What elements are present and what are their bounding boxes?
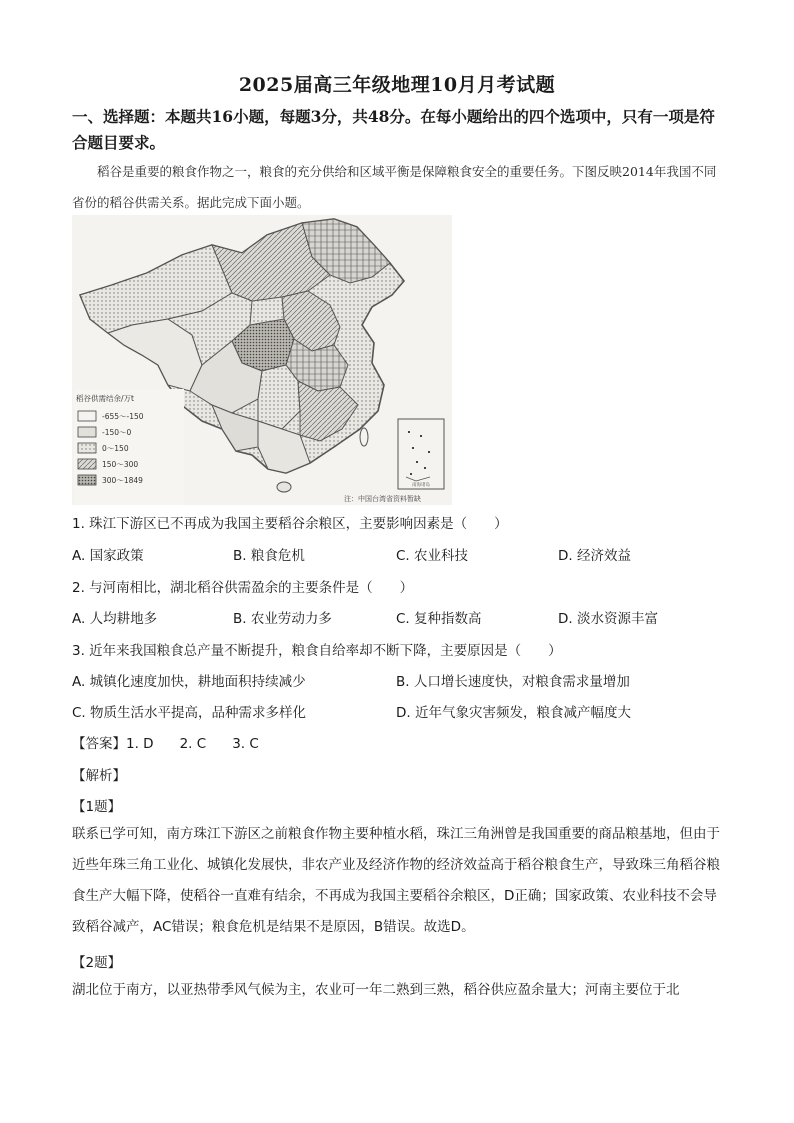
- question-2-option-d: D. 淡水资源丰富: [558, 611, 658, 627]
- q1-analysis-label: 【1题】: [72, 799, 122, 815]
- q1-analysis-text: 联系已学可知，南方珠江下游区之前粮食作物主要种植水稻，珠江三角洲曾是我国重要的商品粮基地，但由于近些年珠三角工业化、城镇化发展快，非农产业及经济作物的经济效益高于稻谷粮食生产，导致珠三角稻谷粮食生产大幅下降，使稻谷一直难有结余，不再成为我国主要稻谷余粮区，D正确；国家政策、农业科技不会导致稻谷减产，AC错误；粮食危机是结果不是原因，B错误。故选D。: [72, 826, 720, 935]
- question-3-option-d: D. 近年气象灾害频发，粮食减产幅度大: [396, 705, 631, 721]
- map-source-note: 注：中国台湾省资料暂缺: [344, 495, 421, 503]
- question-1-option-d: D. 经济效益: [558, 548, 631, 564]
- question-3-option-b: B. 人口增长速度快，对粮食需求量增加: [396, 674, 630, 690]
- question-2-option-a: A. 人均耕地多: [72, 611, 158, 627]
- section-heading: 一、选择题：本题共16小题，每题3分，共48分。在每小题给出的四个选项中，只有一项是符合题目要求。: [72, 107, 715, 152]
- answer-line: [72, 732, 259, 752]
- question-2-stem: 2. 与河南相比，湖北稻谷供需盈余的主要条件是（ ）: [72, 580, 414, 596]
- legend-item: -655～-150: [102, 412, 144, 421]
- question-2-option-b: B. 农业劳动力多: [233, 611, 332, 627]
- legend-item: -150～0: [102, 428, 132, 437]
- question-1-option-a: A. 国家政策: [72, 548, 144, 564]
- question-2-option-c: C. 复种指数高: [396, 611, 482, 627]
- inset-label: 南海诸岛: [412, 483, 430, 488]
- legend-item: 0～150: [102, 444, 129, 453]
- legend-item: 300～1849: [102, 476, 143, 485]
- page-title: 2025届高三年级地理10月月考试题: [238, 74, 556, 96]
- legend-item: 150～300: [102, 460, 139, 469]
- answer-3: 3. C: [232, 736, 259, 752]
- china-rice-map: [72, 215, 452, 505]
- answer-1: 1. D: [126, 736, 154, 752]
- question-3-stem: 3. 近年来我国粮食总产量不断提升，粮食自给率却不断下降，主要原因是（ ）: [72, 643, 562, 659]
- question-3-option-c: C. 物质生活水平提高，品种需求多样化: [72, 705, 307, 721]
- question-3-option-a: A. 城镇化速度加快，耕地面积持续减少: [72, 674, 306, 690]
- analysis-label: 【解析】: [72, 768, 126, 784]
- answer-label: 【答案】: [72, 736, 126, 752]
- intro-paragraph: 稻谷是重要的粮食作物之一，粮食的充分供给和区域平衡是保障粮食安全的重要任务。下图反映2014年我国不同省份的稻谷供需关系。据此完成下面小题。: [72, 164, 717, 210]
- q2-analysis-label: 【2题】: [72, 955, 122, 971]
- south-sea-inset: [398, 419, 444, 489]
- question-1-stem: 1. 珠江下游区已不再成为我国主要稻谷余粮区，主要影响因素是（ ）: [72, 516, 508, 532]
- answer-2: 2. C: [179, 736, 207, 752]
- legend-title: 稻谷供需结余/万t: [76, 394, 134, 403]
- q2-analysis-text: 湖北位于南方，以亚热带季风气候为主，农业可一年二熟到三熟，稻谷供应盈余量大；河南主要位于北: [72, 982, 680, 998]
- question-1-option-b: B. 粮食危机: [233, 548, 305, 564]
- question-1-option-c: C. 农业科技: [396, 548, 469, 564]
